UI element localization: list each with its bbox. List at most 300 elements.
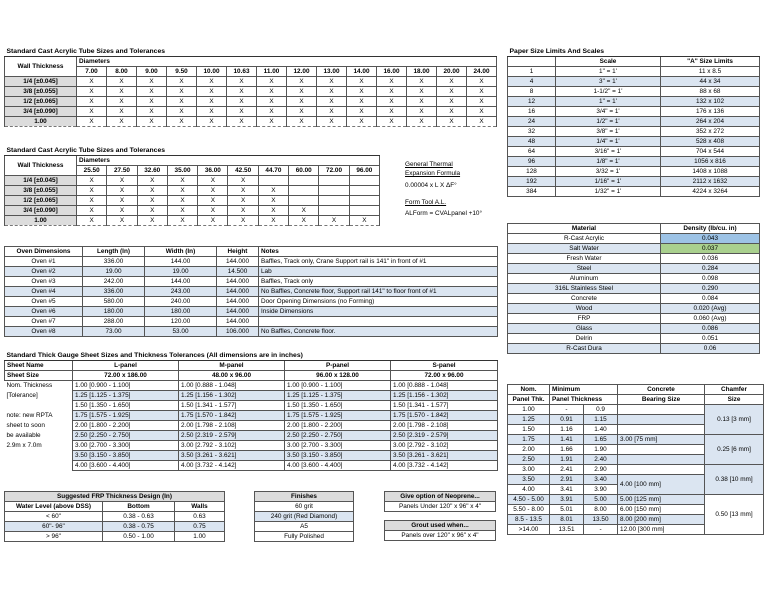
thickness-cell: 4.00 [3.600 - 4.400] [285,461,391,471]
thickness-row [5,381,498,391]
availability-mark: X [347,87,377,97]
oven-name: Oven #7 [5,317,83,327]
oven-row [5,267,498,277]
availability-mark: X [467,107,497,117]
diameter-header: 25.50 [77,166,107,176]
diameter-header: 27.50 [107,166,137,176]
paper-cell: 176 x 136 [661,107,760,117]
finish-item: 60 grit [255,502,354,512]
thermal-title-1: General Thermal [405,161,453,168]
density-value: 0.084 [661,294,760,304]
paper-cell: 88 x 68 [661,87,760,97]
thickness-cell: 3.50 [3.150 - 3.850] [285,451,391,461]
side-note: [Tolerance] [5,391,73,401]
oven-row [5,297,498,307]
availability-mark: X [258,216,288,226]
oven-column-header: Length (In) [83,247,145,257]
wall-thickness-cell: 1/4 [±0.045] [5,77,77,87]
paper-row [508,157,760,167]
thickness-cell: 1.25 [1.125 - 1.375] [285,391,391,401]
frp-row [5,512,225,522]
density-value: 0.051 [661,334,760,344]
availability-mark: X [257,77,287,87]
diameter-header: 32.60 [137,166,167,176]
paper-cell: 3/32 = 1' [556,167,661,177]
nominal-thickness: 1.75 [508,435,550,445]
minimum-high: 5.00 [584,495,618,505]
thickness-cell: 2.00 [1.800 - 2.200] [285,421,391,431]
thermal-formula-note [405,160,500,218]
paper-cell: 3/4" = 1' [556,107,661,117]
minimum-low: - [550,405,584,415]
wall-thickness-cell: 3/8 [±0.055] [5,87,77,97]
frp-cell: 0.38 - 0.75 [103,522,175,532]
thickness-cell: 3.00 [2.700 - 3.300] [285,441,391,451]
material-name: Wood [508,304,661,314]
availability-mark: X [167,117,197,127]
bearing-row [508,495,764,505]
availability-mark: X [197,117,227,127]
oven-table [4,246,498,337]
paper-cell: 1056 x 816 [661,157,760,167]
paper-cell: 528 x 408 [661,137,760,147]
bearing-size: 12.00 [300 mm] [618,525,705,535]
wall-thickness-cell: 1/2 [±0.065] [5,97,77,107]
bearing-row [508,465,764,475]
diameter-header: 96.00 [349,166,379,176]
availability-mark: X [467,97,497,107]
chamfer-size: 0.50 [13 mm] [705,495,764,535]
paper-cell: 24 [508,117,556,127]
frp-table [4,491,225,542]
availability-mark: X [107,77,137,87]
material-name: Aluminum [508,274,661,284]
paper-cell: 1" = 1' [556,67,661,77]
panel-size: 96.00 x 128.00 [285,371,391,381]
tube-row [5,206,380,216]
minimum-high: 1.40 [584,425,618,435]
bearing-column-header: Nom. [508,385,550,395]
availability-mark [349,176,379,186]
wall-thickness-cell: 3/8 [±0.055] [5,186,77,196]
availability-mark: X [77,186,107,196]
paper-cell: 1408 x 1088 [661,167,760,177]
thickness-row [5,451,498,461]
availability-mark: X [77,97,107,107]
oven-row [5,327,498,337]
material-name: Fresh Water [508,254,661,264]
tube-row [5,186,380,196]
paper-row [508,137,760,147]
side-note: sheet to soon [5,421,73,431]
paper-cell: 1 [508,67,556,77]
paper-row [508,97,760,107]
availability-mark: X [317,107,347,117]
thickness-cell: 1.00 [0.900 - 1.100] [285,381,391,391]
tube-row [5,107,497,117]
thickness-row [5,401,498,411]
finish-row [255,522,354,532]
minimum-low: 5.01 [550,505,584,515]
thickness-cell: 3.50 [3.261 - 3.621] [391,451,498,461]
availability-mark [289,186,319,196]
oven-cell: 73.00 [83,327,145,337]
paper-row [508,127,760,137]
wall-thickness-cell: 1.00 [5,216,77,226]
minimum-low: 8.01 [550,515,584,525]
frp-cell: < 60" [5,512,103,522]
oven-cell: 144.00 [145,277,217,287]
availability-mark: X [467,117,497,127]
oven-cell: 180.00 [145,307,217,317]
oven-column-header: Oven Dimensions [5,247,83,257]
diameter-header: 44.70 [258,166,288,176]
availability-mark [349,196,379,206]
thickness-cell: 1.50 [1.350 - 1.650] [73,401,179,411]
oven-cell: No Baffles, Concrete floor, Support rail 141" to floor front of #1 [259,287,498,297]
density-value: 0.043 [661,234,760,244]
frp-cell: 0.38 - 0.63 [103,512,175,522]
nominal-thickness: 5.50 - 8.00 [508,505,550,515]
thickness-cell: 1.50 [1.350 - 1.650] [285,401,391,411]
availability-mark: X [167,77,197,87]
paper-cell: 48 [508,137,556,147]
availability-mark: X [198,206,228,216]
availability-mark [319,186,349,196]
diameter-header: 14.00 [347,67,377,77]
minimum-high: 2.40 [584,455,618,465]
diameter-header: 9.00 [137,67,167,77]
nominal-thickness: 8.5 - 13.5 [508,515,550,525]
oven-cell: 19.00 [83,267,145,277]
availability-mark: X [258,196,288,206]
diameter-header: 60.00 [289,166,319,176]
material-name: Concrete [508,294,661,304]
oven-cell: 53.00 [145,327,217,337]
material-name: R-Cast Acrylic [508,234,661,244]
paper-title: Paper Size Limits And Scales [508,47,760,57]
sheet-name-label: Sheet Name [5,361,73,371]
availability-mark: X [258,206,288,216]
side-note [5,461,73,471]
panel-name: S-panel [391,361,498,371]
paper-cell: 44 x 34 [661,77,760,87]
density-column-header: Density (lb/cu. in) [661,224,760,234]
oven-cell: Lab [259,267,498,277]
paper-cell: 3/16" = 1' [556,147,661,157]
availability-mark: X [137,117,167,127]
side-note [5,451,73,461]
paper-cell: 132 x 102 [661,97,760,107]
minimum-low: 1.66 [550,445,584,455]
minimum-high: 13.50 [584,515,618,525]
nominal-thickness: 2.50 [508,455,550,465]
tube-row [5,176,380,186]
thickness-cell: 3.00 [2.792 - 3.102] [391,441,498,451]
minimum-low: 0.91 [550,415,584,425]
availability-mark: X [198,196,228,206]
availability-mark: X [287,87,317,97]
frp-cell: 0.63 [175,512,225,522]
availability-mark: X [137,206,167,216]
thickness-cell: 4.00 [3.732 - 4.142] [391,461,498,471]
wall-thickness-header-2: Wall Thickness [5,156,77,176]
availability-mark: X [137,107,167,117]
finish-row [255,532,354,542]
availability-mark: X [228,216,258,226]
acrylic-table-2 [4,146,380,226]
thickness-row [5,411,498,421]
nominal-thickness: 4.50 - 5.00 [508,495,550,505]
wall-thickness-cell: 1/2 [±0.065] [5,196,77,206]
density-row [508,314,760,324]
density-table [507,223,760,354]
diameter-header: 36.00 [198,166,228,176]
availability-mark: X [437,107,467,117]
availability-mark: X [77,216,107,226]
tube-row [5,216,380,226]
paper-cell: 12 [508,97,556,107]
availability-mark: X [107,117,137,127]
bearing-column-header: Minimum [550,385,618,395]
availability-mark: X [137,97,167,107]
minimum-low: 2.41 [550,465,584,475]
thickness-cell: 1.50 [1.341 - 1.577] [391,401,498,411]
availability-mark: X [317,117,347,127]
bearing-size: 4.00 [100 mm] [618,475,705,495]
paper-cell: 352 x 272 [661,127,760,137]
availability-mark: X [137,216,167,226]
diameter-header: 18.00 [407,67,437,77]
availability-mark: X [107,97,137,107]
oven-row [5,277,498,287]
paper-row [508,187,760,197]
frp-column-header: Bottom [103,502,175,512]
availability-mark: X [167,107,197,117]
density-column-header: Material [508,224,661,234]
thickness-cell: 3.00 [2.792 - 3.102] [179,441,285,451]
availability-mark: X [137,87,167,97]
availability-mark [319,206,349,216]
oven-name: Oven #5 [5,297,83,307]
availability-mark: X [167,87,197,97]
bearing-size-empty [618,425,705,435]
acrylic-table-2-title: Standard Cast Acrylic Tube Sizes and Tolerances [5,146,380,156]
paper-cell: 4 [508,77,556,87]
availability-mark: X [137,176,167,186]
material-name: Steel [508,264,661,274]
thickness-row [5,421,498,431]
diameter-header: 10.00 [197,67,227,77]
wall-thickness-cell: 1.00 [5,117,77,127]
availability-mark: X [287,77,317,87]
thick-gauge-table [4,351,498,471]
availability-mark: X [107,176,137,186]
side-note: note: new RPTA [5,411,73,421]
minimum-low: 1.16 [550,425,584,435]
availability-mark: X [377,117,407,127]
panel-size: 72.00 x 96.00 [391,371,498,381]
bearing-size: 3.00 [75 mm] [618,435,705,445]
thickness-cell: 1.25 [1.156 - 1.302] [179,391,285,401]
minimum-low: 1.91 [550,455,584,465]
availability-mark: X [77,176,107,186]
paper-row [508,167,760,177]
availability-mark: X [228,176,258,186]
minimum-high: 1.15 [584,415,618,425]
availability-mark: X [227,107,257,117]
paper-cell: 1/4" = 1' [556,137,661,147]
diameter-header: 20.00 [437,67,467,77]
minimum-low: 2.91 [550,475,584,485]
paper-cell: 2112 x 1632 [661,177,760,187]
paper-cell: 32 [508,127,556,137]
paper-cell: 96 [508,157,556,167]
paper-cell: 3/8" = 1' [556,127,661,137]
availability-mark: X [377,87,407,97]
oven-cell: 144.000 [217,257,259,267]
material-name: Salt Water [508,244,661,254]
bearing-column-header-2: Size [705,395,764,405]
diameter-header: 72.00 [319,166,349,176]
availability-mark [289,196,319,206]
paper-size-table [507,47,760,197]
availability-mark: X [107,87,137,97]
availability-mark: X [228,186,258,196]
oven-cell: Baffles, Track only, Crane Support rail is 141" in front of #1 [259,257,498,267]
frp-cell: 0.50 - 1.00 [103,532,175,542]
minimum-high: 1.65 [584,435,618,445]
paper-cell: 3" = 1' [556,77,661,87]
diameters-header: Diameters [77,57,497,67]
grout-line: Panels over 120" x 96" x 4" [385,531,496,541]
availability-mark: X [167,196,197,206]
paper-cell: 1-1/2" = 1' [556,87,661,97]
minimum-high: - [584,525,618,535]
bearing-size: 6.00 [150 mm] [618,505,705,515]
material-name: R-Cast Dura [508,344,661,354]
paper-cell: 64 [508,147,556,157]
paper-column-header [508,57,556,67]
thickness-cell: 3.00 [2.700 - 3.300] [73,441,179,451]
paper-cell: 1/16" = 1' [556,177,661,187]
oven-cell: 19.00 [145,267,217,277]
diameter-header: 16.00 [377,67,407,77]
availability-mark: X [317,97,347,107]
bearing-size-empty [618,405,705,415]
thickness-cell: 2.00 [1.798 - 2.108] [391,421,498,431]
al-formula: ALForm = CVALpanel +10° [405,210,483,217]
side-note [5,401,73,411]
availability-mark: X [317,77,347,87]
thermal-title-2: Expansion Formula [405,170,461,177]
thermal-formula: 0.00004 x L X ΔF° [405,182,457,189]
availability-mark: X [197,97,227,107]
availability-mark: X [437,117,467,127]
tube-row [5,87,497,97]
thickness-cell: 4.00 [3.732 - 4.142] [179,461,285,471]
availability-mark: X [319,216,349,226]
density-value: 0.290 [661,284,760,294]
finish-item: 240 grit (Red Diamond) [255,512,354,522]
availability-mark: X [437,87,467,97]
availability-mark [289,176,319,186]
density-value: 0.06 [661,344,760,354]
oven-name: Oven #2 [5,267,83,277]
availability-mark: X [228,196,258,206]
thickness-cell: 1.00 [0.888 - 1.048] [179,381,285,391]
form-tool-label: Form Tool A.L. [405,199,447,206]
availability-mark: X [107,196,137,206]
oven-cell: 180.00 [83,307,145,317]
frp-row [5,522,225,532]
thickness-row [5,461,498,471]
thickness-cell: 1.00 [0.900 - 1.100] [73,381,179,391]
panel-name: M-panel [179,361,285,371]
thickness-cell: 2.50 [2.250 - 2.750] [285,431,391,441]
chamfer-size: 0.25 [6 mm] [705,435,764,465]
thickness-cell: 1.75 [1.575 - 1.925] [285,411,391,421]
availability-mark: X [198,186,228,196]
paper-cell: 128 [508,167,556,177]
thickness-cell: 1.25 [1.156 - 1.302] [391,391,498,401]
grout-title: Grout used when... [385,521,496,531]
availability-mark: X [407,107,437,117]
oven-cell: 14.500 [217,267,259,277]
nominal-thickness: 4.00 [508,485,550,495]
minimum-high: 3.90 [584,485,618,495]
paper-cell: 384 [508,187,556,197]
paper-cell: 4224 x 3264 [661,187,760,197]
side-note: 2.9m x 7.0m [5,441,73,451]
oven-name: Oven #4 [5,287,83,297]
paper-cell: 264 x 204 [661,117,760,127]
oven-row [5,257,498,267]
oven-row [5,307,498,317]
density-value: 0.036 [661,254,760,264]
bearing-column-header: Concrete [618,385,705,395]
paper-row [508,87,760,97]
frp-cell: 60"- 96" [5,522,103,532]
minimum-high: 8.00 [584,505,618,515]
diameter-header: 8.00 [107,67,137,77]
paper-row [508,117,760,127]
availability-mark: X [377,97,407,107]
availability-mark: X [287,117,317,127]
neoprene-line: Panels Under 120" x 96" x 4" [385,502,496,512]
diameter-header: 12.00 [287,67,317,77]
availability-mark [319,176,349,186]
availability-mark: X [467,87,497,97]
oven-row [5,317,498,327]
paper-cell: 1/8" = 1' [556,157,661,167]
availability-mark [349,186,379,196]
density-value: 0.037 [661,244,760,254]
material-name: FRP [508,314,661,324]
thickness-cell: 1.75 [1.575 - 1.925] [73,411,179,421]
minimum-low: 3.41 [550,485,584,495]
diameter-header: 35.00 [167,166,197,176]
frp-cell: 1.00 [175,532,225,542]
thickness-cell: 1.50 [1.341 - 1.577] [179,401,285,411]
availability-mark: X [258,186,288,196]
oven-cell [259,317,498,327]
paper-row [508,67,760,77]
availability-mark: X [167,97,197,107]
thickness-cell: 1.25 [1.125 - 1.375] [73,391,179,401]
finishes-table [254,491,354,542]
panel-size: 72.00 x 186.00 [73,371,179,381]
